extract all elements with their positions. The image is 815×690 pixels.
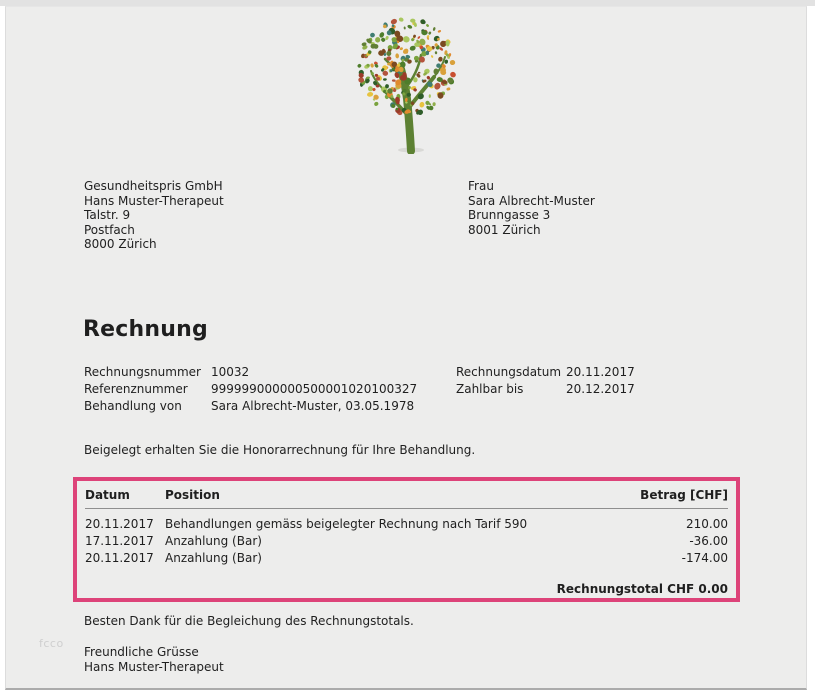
thanks-text: Besten Dank für die Begleichung des Rechnungstotals. — [84, 614, 414, 628]
cell-amount: -36.00 — [689, 534, 728, 548]
page-title: Rechnung — [83, 317, 208, 342]
sender-address — [84, 179, 224, 252]
table-row — [85, 516, 728, 533]
cell-date: 20.11.2017 — [85, 517, 154, 531]
detail-label: Rechnungsdatum — [456, 365, 562, 379]
detail-row — [456, 364, 635, 381]
invoice-number: 10032 — [211, 365, 250, 379]
recipient-line: Frau — [468, 179, 494, 193]
patient-name: Sara Albrecht-Muster, 03.05.1978 — [211, 399, 415, 413]
cell-date: 20.11.2017 — [85, 551, 154, 565]
recipient-line: Sara Albrecht-Muster — [468, 193, 595, 208]
detail-row — [456, 381, 635, 398]
detail-row — [84, 381, 417, 398]
table-row — [85, 533, 728, 550]
invoice-total: Rechnungstotal CHF 0.00 — [556, 582, 728, 596]
detail-label: Referenznummer — [84, 382, 188, 396]
header-date: Datum — [85, 488, 130, 502]
recipient-address — [468, 179, 595, 237]
recipient-line: 8001 Zürich — [468, 222, 541, 237]
invoice-page — [5, 6, 807, 690]
table-header-row — [85, 487, 728, 503]
header-divider — [85, 508, 728, 509]
cell-amount: -174.00 — [681, 551, 728, 565]
sender-line: Postfach — [84, 222, 135, 237]
header-amount: Betrag [CHF] — [640, 488, 728, 502]
due-date: 20.12.2017 — [566, 382, 635, 396]
sender-line: Talstr. 9 — [84, 208, 131, 223]
cell-position: Anzahlung (Bar) — [165, 534, 262, 548]
tree-logo-svg — [341, 9, 481, 154]
detail-label: Zahlbar bis — [456, 382, 524, 396]
invoice-details-left — [84, 364, 417, 415]
header-position: Position — [165, 488, 220, 502]
cell-position: Behandlungen gemäss beigelegter Rechnung nach Tarif 590 — [165, 517, 528, 531]
cell-position: Anzahlung (Bar) — [165, 551, 262, 565]
detail-row — [84, 364, 417, 381]
cell-date: 17.11.2017 — [85, 534, 154, 548]
reference-number: 999999000000500001020100327 — [211, 382, 418, 396]
cell-amount: 210.00 — [686, 517, 728, 531]
tree-logo — [341, 9, 481, 154]
table-row — [85, 550, 728, 567]
closing-block — [84, 645, 224, 674]
line-items-table — [73, 477, 740, 602]
closing-line: Freundliche Grüsse — [84, 645, 199, 659]
intro-text: Beigelegt erhalten Sie die Honorarrechnung für Ihre Behandlung. — [84, 443, 476, 457]
detail-label: Behandlung von — [84, 399, 182, 413]
recipient-line: Brunngasse 3 — [468, 208, 551, 223]
sender-line: 8000 Zürich — [84, 237, 157, 252]
sender-line: Hans Muster-Therapeut — [84, 193, 224, 208]
sender-line: Gesundheitspris GmbH — [84, 179, 223, 193]
detail-label: Rechnungsnummer — [84, 365, 201, 379]
watermark-text: fcco — [39, 637, 64, 650]
signature-name: Hans Muster-Therapeut — [84, 659, 224, 674]
detail-row — [84, 398, 417, 415]
invoice-details-right — [456, 364, 635, 398]
invoice-date: 20.11.2017 — [566, 365, 635, 379]
